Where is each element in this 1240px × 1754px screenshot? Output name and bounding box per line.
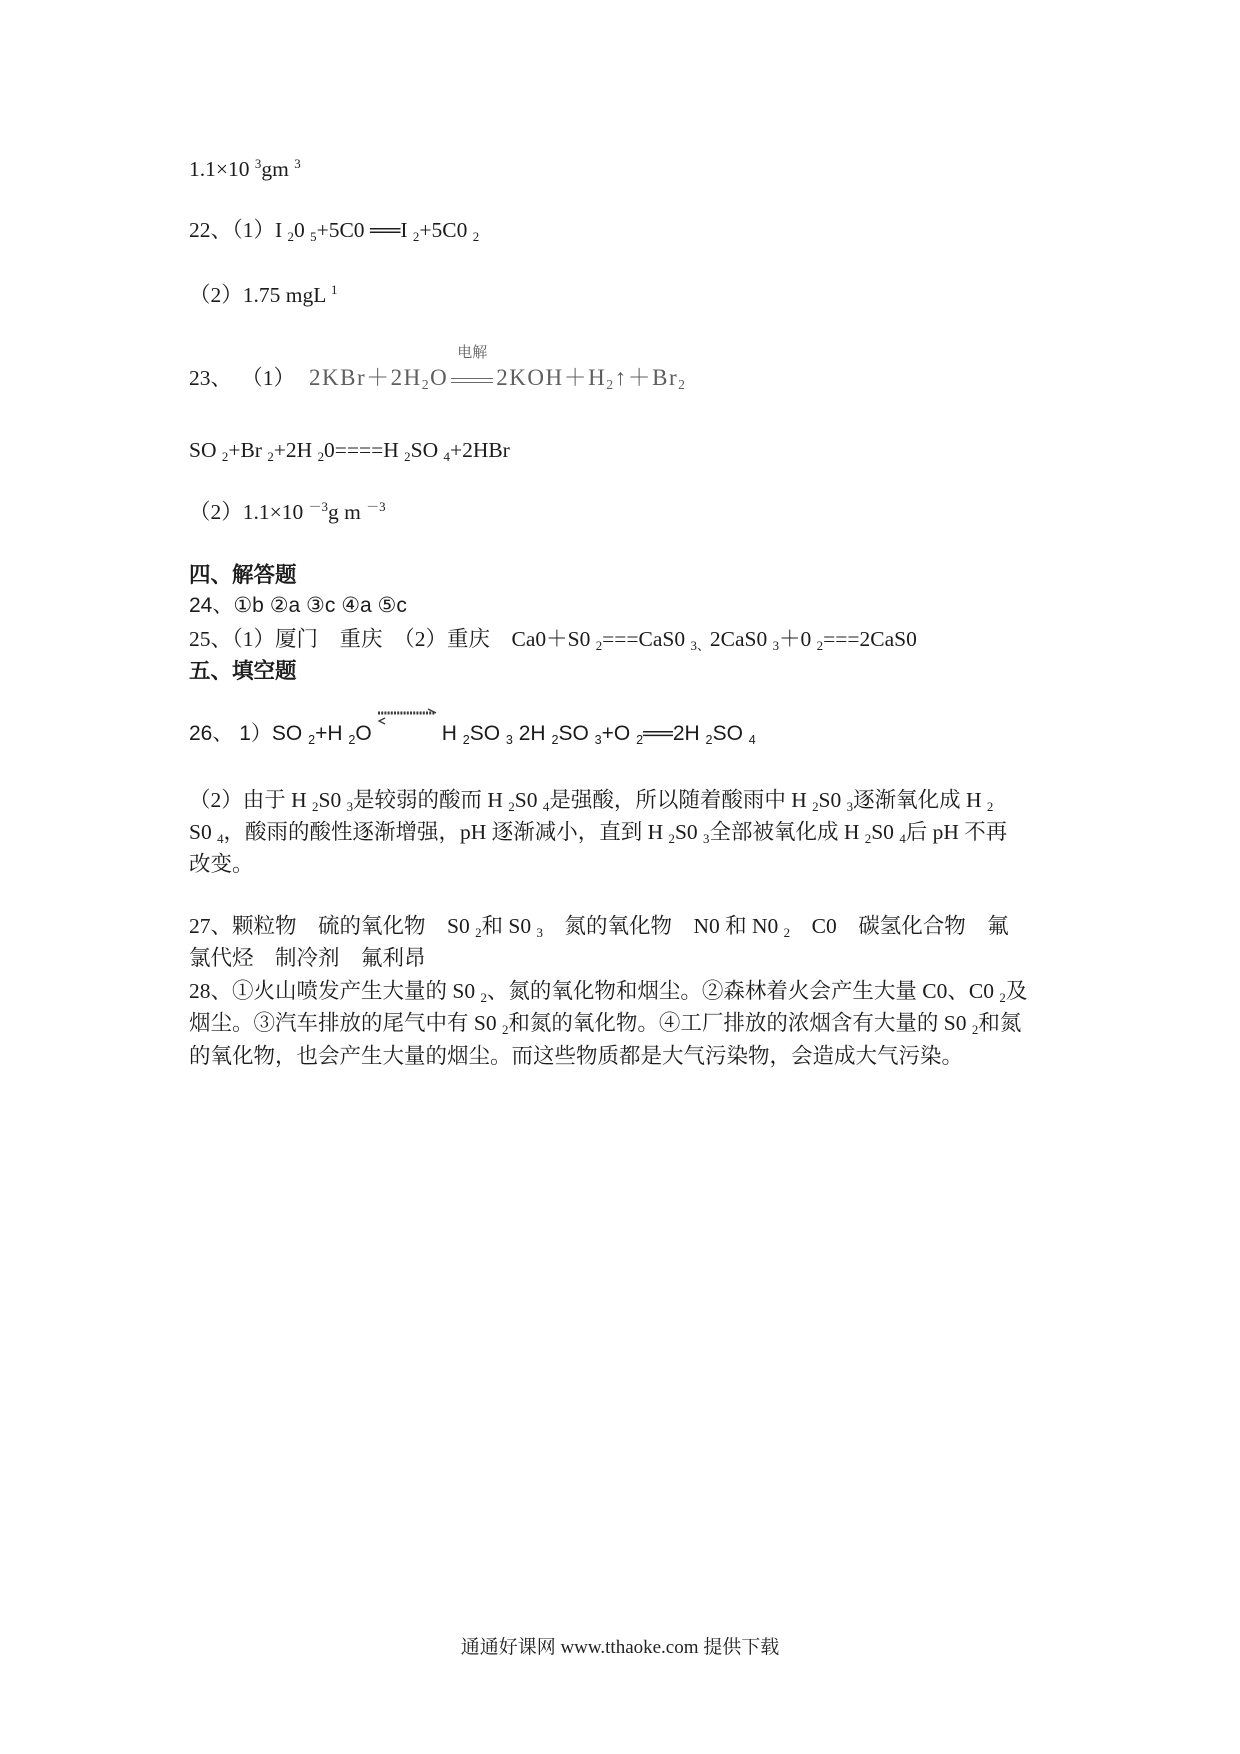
q23-part1-line (189, 345, 687, 393)
answer-text: 22、（1）I (189, 218, 288, 242)
formula-text: +2HBr (449, 438, 510, 462)
formula-text: 26、 1）SO (189, 722, 309, 745)
q26-part2-line-1 (189, 788, 994, 815)
formula-text: O (430, 365, 449, 390)
subscript: 3 (846, 800, 854, 815)
question-number: 23、 (189, 366, 233, 390)
subscript: 2 (595, 639, 603, 654)
answer-text: S0 (318, 788, 347, 812)
answer-text: +5C0 (419, 218, 473, 242)
subscript: 4 (542, 800, 550, 815)
subscript: 2 (606, 377, 615, 393)
answer-text: 、氮的氧化物和烟尘。②森林着火会产生大量 C0、C0 (486, 979, 1000, 1003)
subscript: 3 (505, 733, 513, 748)
answer-text: ===2CaS0 (823, 627, 917, 651)
answer-text: （2）1.75 mgL (189, 283, 331, 307)
q22-part1-line (189, 218, 480, 245)
answer-text: 改变。 (189, 852, 254, 876)
formula-text: ══2H (643, 722, 706, 745)
superscript: 1 (330, 283, 338, 298)
formula-text: SO (712, 722, 749, 745)
formula-text: +2H (273, 438, 318, 462)
subscript: 2 (678, 377, 687, 393)
subscript: 2 (348, 733, 356, 748)
subscript: 2 (221, 450, 229, 465)
answer-text: 逐渐氧化成 H (853, 788, 987, 812)
reversible-arrow-icon (375, 708, 439, 734)
subscript: 2 (551, 733, 559, 748)
q28-line-2 (189, 1011, 1022, 1038)
subscript: 3 (594, 733, 602, 748)
answer-text: 后 pH 不再 (905, 820, 1008, 844)
answer-text: 2CaS0 (709, 627, 773, 651)
subscript: 2 (267, 450, 274, 465)
formula-text: 2H (512, 722, 552, 745)
answer-text: 27、颗粒物 硫的氧化物 S0 (189, 914, 476, 938)
answer-text: S0 (871, 820, 900, 844)
q26-part2-line-3 (189, 852, 254, 876)
subscript: 2 (971, 1023, 979, 1038)
q25-answer-line (189, 627, 917, 654)
subscript: 2 (812, 800, 819, 815)
answer-text: （2）1.1×10 (189, 500, 309, 524)
answer-text: S0 (514, 788, 543, 812)
subscript: 2 (480, 991, 487, 1006)
formula-text: 2KOH＋H (496, 365, 607, 390)
formula-text: O (355, 722, 372, 745)
answer-text: gm (261, 157, 295, 181)
answer-text: （2）由于 H (189, 788, 313, 812)
answer-text: 和 S0 (481, 914, 537, 938)
answer-text: 氮的氧化物 N0 和 N0 (542, 914, 784, 938)
answer-text: S0 (189, 820, 218, 844)
subscript: 4 (443, 450, 450, 465)
q26-part1-line (189, 722, 756, 746)
page-footer: 通通好课网 www.tthaoke.com 提供下载 (460, 1637, 780, 1658)
formula-text: +Br (228, 438, 268, 462)
answer-text: ＋0 (779, 627, 817, 651)
subscript: 2 (999, 991, 1006, 1006)
subscript: 2 (472, 230, 480, 245)
condition-label: 电解 (457, 345, 488, 361)
subscript: 2 (462, 733, 470, 748)
q28-line-3 (189, 1044, 963, 1068)
subscript: 3 (346, 800, 354, 815)
formula-text: 0====H (324, 438, 405, 462)
subscript: 3、 (690, 639, 710, 654)
subscript: 2 (421, 377, 431, 393)
subscript: 2 (287, 230, 294, 245)
subscript: 2 (312, 800, 319, 815)
answer-text: 28、①火山喷发产生大量的 S0 (189, 979, 481, 1003)
q26-part2-line-2 (189, 820, 1008, 847)
subscript: 2 (404, 450, 411, 465)
section-heading-answer-questions: 四、解答题 (189, 563, 297, 587)
answer-text: ，酸雨的酸性逐渐增强，pH 逐渐减小，直到 H (223, 820, 669, 844)
answer-text: 0 (294, 218, 311, 242)
answer-text: C0 碳氢化合物 氟 (790, 914, 1009, 938)
superscript: 3 (254, 157, 262, 172)
subscript: 2 (636, 733, 644, 748)
answer-text: g m (327, 500, 367, 524)
answer-text: 烟尘。③汽车排放的尾气中有 S0 (189, 1011, 502, 1035)
answer-text: 1.1×10 (189, 157, 255, 181)
section-heading-fill-in: 五、填空题 (189, 659, 297, 683)
superscript: －3 (308, 500, 328, 515)
superscript: 3 (294, 157, 301, 172)
subscript: 2 (668, 832, 675, 847)
answer-text: 和氮 (978, 1011, 1022, 1035)
formula-text: +O (601, 722, 637, 745)
formula-text: ↑＋Br (614, 365, 679, 390)
answer-text: 是强酸，所以随着酸雨中 H (549, 788, 813, 812)
q28-line-1 (189, 979, 1028, 1006)
q23-equation2-line (189, 438, 510, 465)
subscript: 3 (703, 832, 710, 847)
answer-text: +5C0 ══I (316, 218, 413, 242)
electrolysis-equation (309, 345, 687, 393)
part-label: （1） (252, 366, 296, 390)
subscript: 4 (899, 832, 906, 847)
q24-answer-line: 24、①b ②a ③c ④a ⑤c (189, 594, 407, 617)
q27-line-1 (189, 914, 1009, 941)
subscript: 2 (705, 733, 713, 748)
subscript: 2 (986, 800, 994, 815)
formula-text: SO (189, 438, 222, 462)
answer-text: 及 (1005, 979, 1028, 1003)
formula-text: H (441, 722, 463, 745)
answer-text: 和氮的氧化物。④工厂排放的浓烟含有大量的 S0 (508, 1011, 972, 1035)
q27-line-2 (189, 946, 426, 970)
reaction-condition (450, 345, 494, 390)
q22-part2-line (189, 283, 337, 307)
subscript: 4 (748, 733, 756, 748)
subscript: 2 (308, 733, 316, 748)
answer-text: ===CaS0 (602, 627, 691, 651)
answer-text: 氯代烃 制冷剂 氟利昂 (189, 946, 426, 970)
answer-text: 是较弱的酸而 H (353, 788, 509, 812)
formula-text: SO (558, 722, 595, 745)
subscript: 5 (310, 230, 317, 245)
arrow-reverse-hook (379, 718, 385, 724)
q23-part2-line (189, 500, 386, 524)
answer-text: S0 (674, 820, 704, 844)
formula-text: SO (469, 722, 506, 745)
answer-text: 全部被氧化成 H (709, 820, 865, 844)
subscript: 2 (816, 639, 824, 654)
subscript: 2 (864, 832, 872, 847)
subscript: 2 (317, 450, 325, 465)
answer-text: 25、（1）厦门 重庆 （2）重庆 Ca0＋S0 (189, 627, 596, 651)
subscript: 4 (217, 832, 224, 847)
subscript: 3 (536, 926, 543, 941)
formula-text: 2KBr＋2H (309, 365, 422, 390)
answer-text: 的氧化物，也会产生大量的烟尘。而这些物质都是大气污染物，会造成大气污染。 (189, 1044, 964, 1068)
formula-text: SO (410, 438, 444, 462)
answer-text: S0 (818, 788, 847, 812)
q21-answer-line (189, 157, 301, 181)
reaction-double-line (451, 378, 493, 383)
superscript: －3 (366, 500, 386, 515)
subscript: 2 (508, 800, 515, 815)
subscript: 3 (772, 639, 780, 654)
subscript: 2 (783, 926, 791, 941)
subscript: 2 (501, 1023, 509, 1038)
formula-text: +H (315, 722, 349, 745)
subscript: 2 (475, 926, 482, 941)
subscript: 2 (412, 230, 420, 245)
